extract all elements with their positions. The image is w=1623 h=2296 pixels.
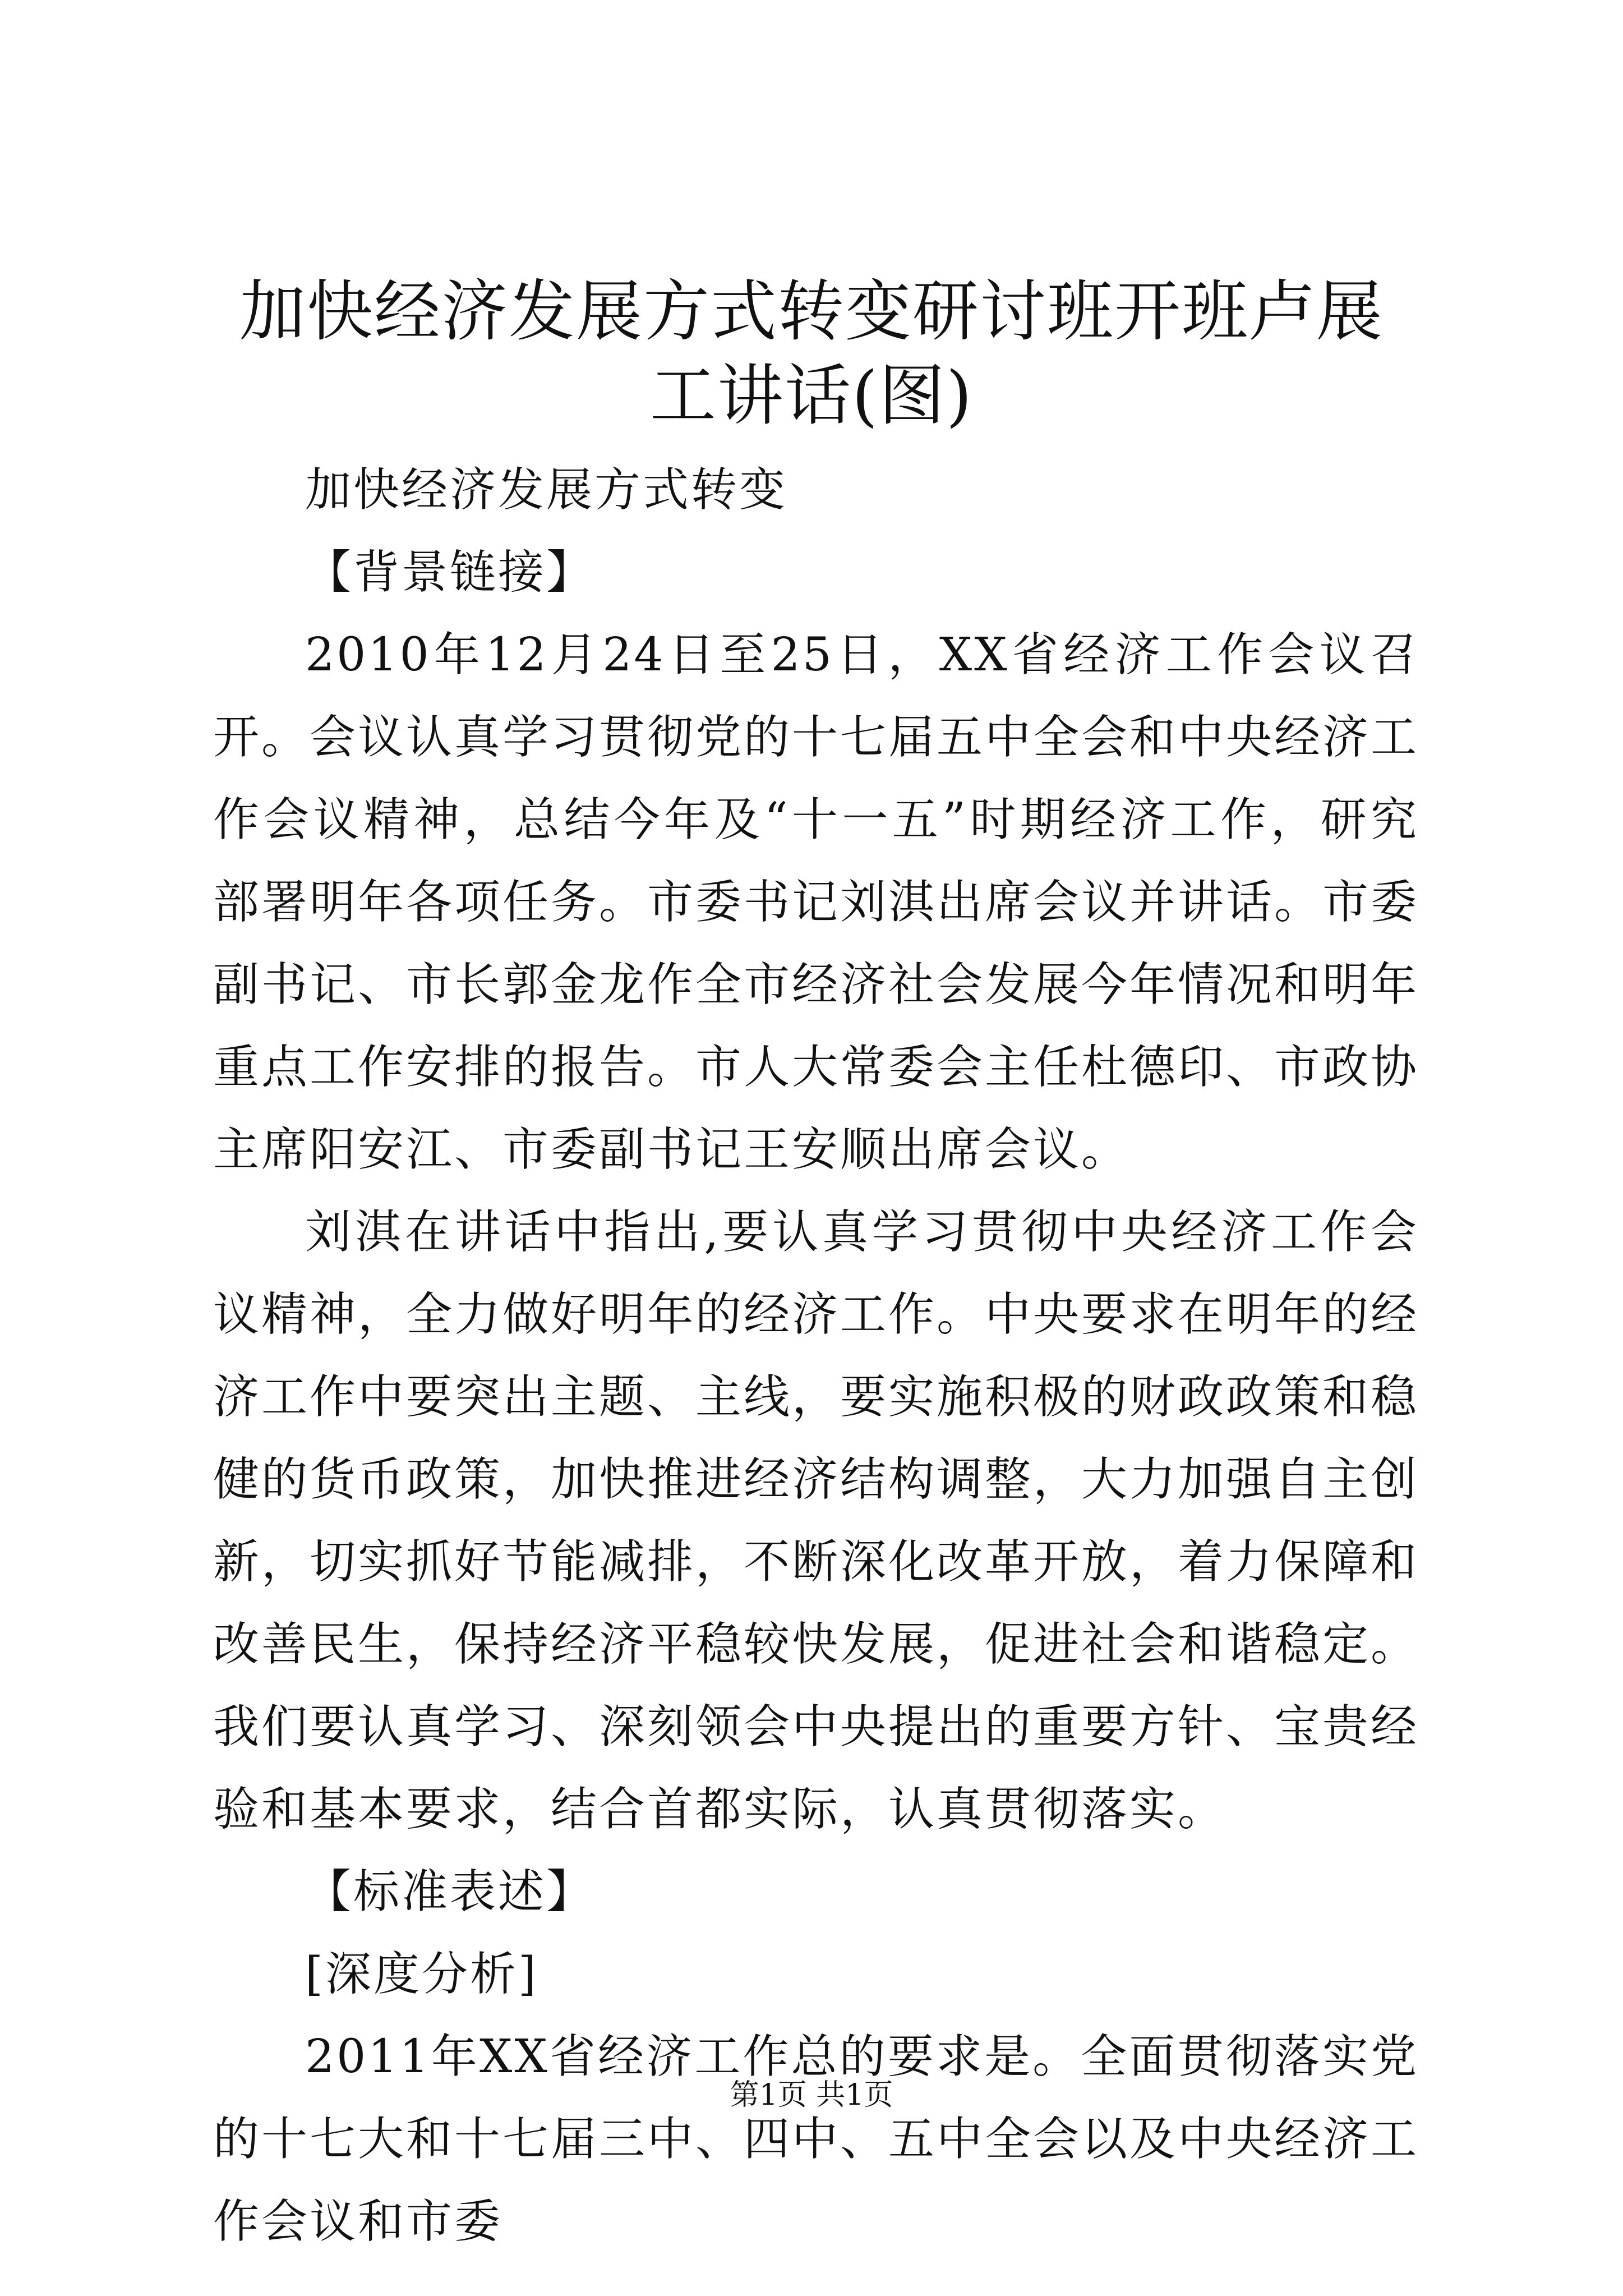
document-body bbox=[213, 449, 1419, 2263]
paragraph: 2011年XX省经济工作总的要求是。全面贯彻落实党的十七大和十七届三中、四中、五中全会以及中央经济工作会议和市委 bbox=[213, 2030, 1419, 2248]
paragraph-subtitle: 加快经济发展方式转变 bbox=[305, 463, 788, 517]
section-heading-standard: 【标准表述】 bbox=[305, 1865, 595, 1918]
paragraph: 刘淇在讲话中指出,要认真学习贯彻中央经济工作会议精神，全力做好明年的经济工作。中央要求在明年的经济工作中要突出主题、主线，要实施积极的财政政策和稳健的货币政策，加快推进经济结构调整，大力加强自主创新，切实抓好节能减排，不断深化改革开放，着力保障和改善民生，保持经济平稳较快发展，促进社会和谐稳定。我们要认真学习、深刻领会中央提出的重要方针、宝贵经验和基本要求，结合首都实际，认真贯彻落实。 bbox=[213, 1205, 1419, 1836]
section-heading-background: 【背景链接】 bbox=[305, 546, 595, 599]
paragraph: 2010年12月24日至25日，XX省经济工作会议召开。会议认真学习贯彻党的十七届五中全会和中央经济工作会议精神，总结今年及“十一五”时期经济工作，研究部署明年各项任务。市委书记刘淇出席会议并讲话。市委副书记、市长郭金龙作全市经济社会发展今年情况和明年重点工作安排的报告。市人大常委会主任杜德印、市政协主席阳安江、市委副书记王安顺出席会议。 bbox=[213, 628, 1419, 1176]
page-number-footer: 第1页 共1页 bbox=[730, 2078, 893, 2112]
section-heading-analysis: [深度分析] bbox=[305, 1948, 538, 2001]
document-title: 加快经济发展方式转变研讨班开班卢展工讲话(图) bbox=[239, 273, 1384, 434]
